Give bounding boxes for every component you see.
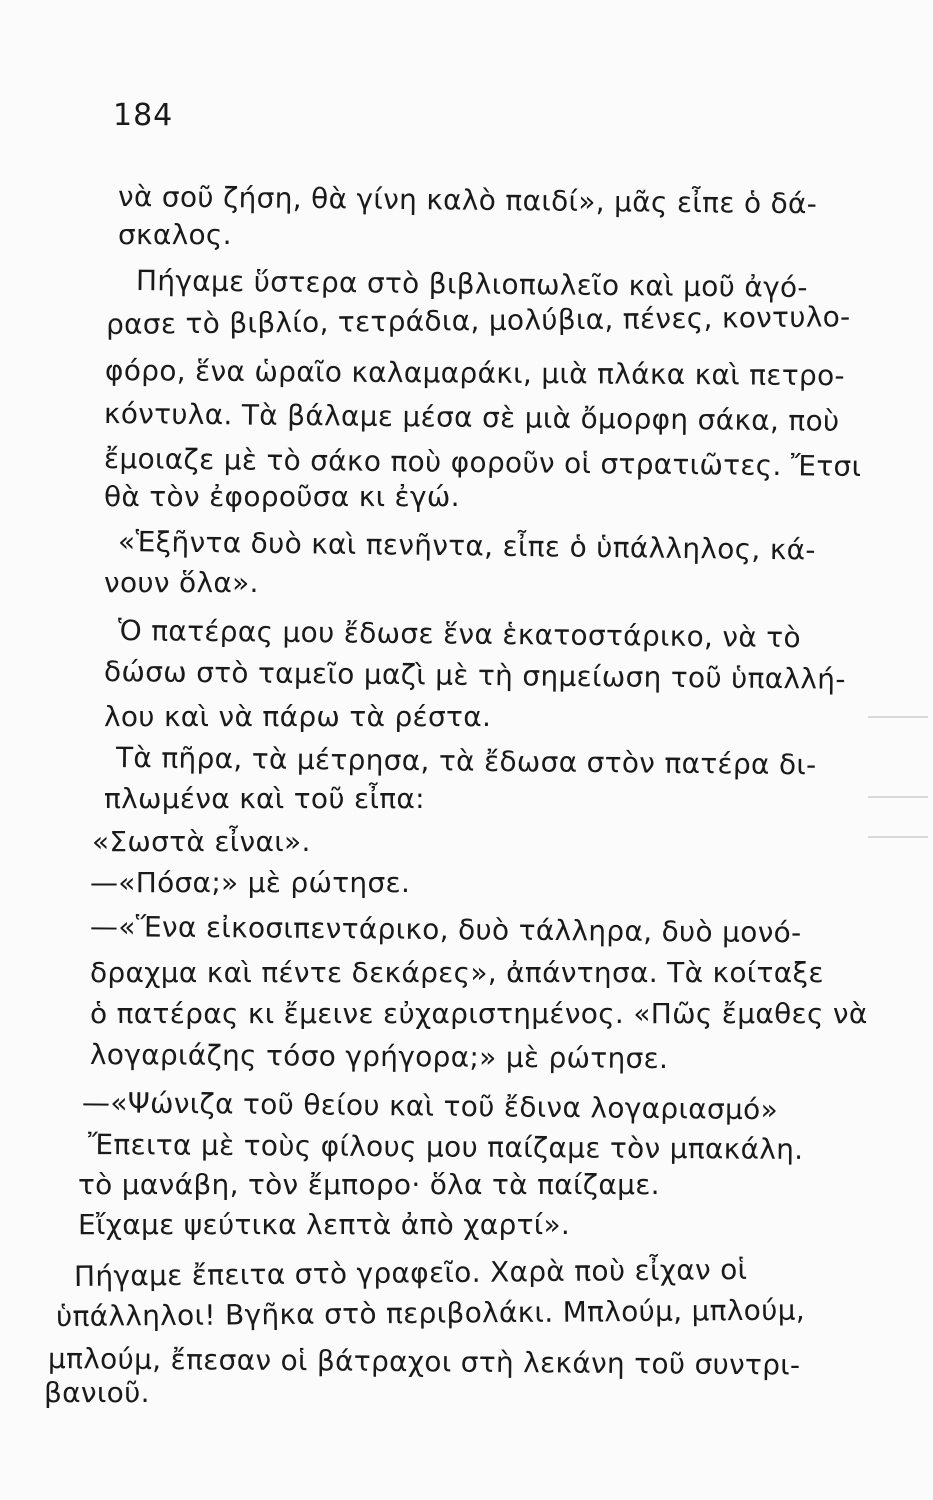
text-line: ὁ πατέρας κι ἔμεινε εὐχαριστημένος. «Πῶς ἔμαθες νὰ — [90, 997, 868, 1030]
text-line: σκαλος. — [118, 218, 232, 251]
bleed-through-mark — [868, 796, 928, 798]
text-line: ἔμοιαζε μὲ τὸ σάκο ποὺ φοροῦν οἱ στρατιῶτες. Ἔτσι — [103, 442, 862, 483]
page-number: 184 — [113, 98, 174, 133]
text-line: κόντυλα. Τὰ βάλαμε μέσα σὲ μιὰ ὄμορφη σάκα, ποὺ — [103, 397, 840, 438]
text-line: πλωμένα καὶ τοῦ εἶπα: — [104, 782, 425, 815]
text-line: Ὁ πατέρας μου ἔδωσε ἕνα ἑκατοστάρικο, νὰ τὸ — [117, 614, 802, 655]
text-line: ὑπάλληλοι! Βγῆκα στὸ περιβολάκι. Μπλούμ, μπλούμ, — [55, 1293, 806, 1333]
text-line: «Ἑξῆντα δυὸ καὶ πενῆντα, εἶπε ὁ ὑπάλληλος, κά- — [117, 525, 816, 567]
bleed-through-mark — [868, 716, 928, 718]
text-line: μπλούμ, ἔπεσαν οἱ βάτραχοι στὴ λεκάνη τοῦ συντρι- — [47, 1342, 801, 1382]
text-line: λου καὶ νὰ πάρω τὰ ρέστα. — [104, 700, 492, 733]
text-line: Πήγαμε ὕστερα στὸ βιβλιοπωλεῖο καὶ μοῦ ἀγό- — [135, 264, 808, 305]
text-line: φόρο, ἕνα ὡραῖο καλαμαράκι, μιὰ πλάκα καὶ πετρο- — [104, 354, 845, 393]
text-line: Ἔπειτα μὲ τοὺς φίλους μου παίζαμε τὸν μπακάλη. — [87, 1128, 804, 1166]
text-line: ρασε τὸ βιβλίο, τετράδια, μολύβια, πένες, κοντυλο- — [105, 300, 851, 341]
text-line: —«Πόσα;» μὲ ρώτησε. — [90, 866, 411, 899]
text-line: νὰ σοῦ ζήση, θὰ γίνη καλὸ παιδί», μᾶς εἶπε ὁ δά- — [117, 180, 818, 221]
text-line: Πήγαμε ἔπειτα στὸ γραφεῖο. Χαρὰ ποὺ εἶχαν οἱ — [73, 1252, 748, 1293]
text-line: «Σωστὰ εἶναι». — [92, 825, 311, 858]
text-line: Εἴχαμε ψεύτικα λεπτὰ ἀπὸ χαρτί». — [78, 1208, 571, 1241]
text-line: βανιοῦ. — [44, 1376, 150, 1409]
text-line: λογαριάζης τόσο γρήγορα;» μὲ ρώτησε. — [89, 1038, 669, 1076]
text-line: δραχμα καὶ πέντε δεκάρες», ἀπάντησα. Τὰ κοίταξε — [90, 956, 824, 989]
text-line: νουν ὅλα». — [104, 566, 259, 599]
text-line: τὸ μανάβη, τὸν ἔμπορο· ὅλα τὰ παίζαμε. — [78, 1168, 660, 1201]
bleed-through-mark — [868, 836, 928, 838]
text-line: θὰ τὸν ἐφοροῦσα κι ἐγώ. — [104, 480, 460, 513]
text-line: —«Ἕνα εἰκοσιπεντάρικο, δυὸ τάλληρα, δυὸ μονό- — [89, 910, 802, 950]
text-line: —«Ψώνιζα τοῦ θείου καὶ τοῦ ἔδινα λογαριασμό» — [81, 1086, 779, 1127]
text-line: Τὰ πῆρα, τὰ μέτρησα, τὰ ἔδωσα στὸν πατέρα δι- — [115, 741, 817, 782]
text-line: δώσω στὸ ταμεῖο μαζὶ μὲ τὴ σημείωση τοῦ ὑπαλλή- — [103, 655, 846, 696]
